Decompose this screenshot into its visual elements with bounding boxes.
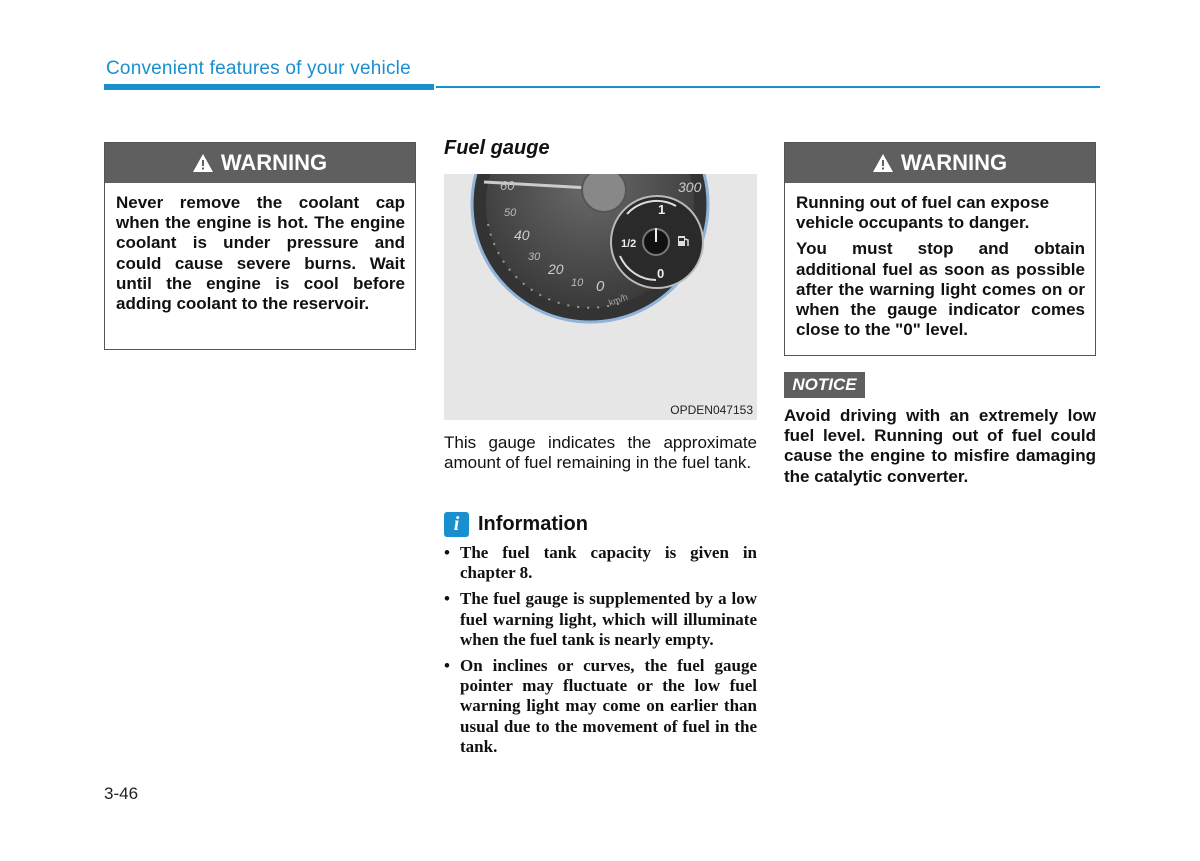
warning-header [785,143,1095,183]
coolant-warning-box [104,142,416,350]
list-item: • The fuel gauge is supplemented by a low fuel warning light, which will illuminate when the fuel tank is nearly empty. [444,589,757,650]
speed-label: 30 [528,251,541,263]
information-title: Information [478,513,588,535]
warning-body [785,183,1095,352]
fuel-gauge-description: This gauge indicates the approximate amount of fuel remaining in the fuel tank. [444,433,757,473]
section-header-title: Convenient features of your vehicle [106,58,411,79]
page-number: 3-46 [104,784,139,803]
speed-label: 0 [596,278,605,295]
fuel-warning-box [784,142,1096,356]
warning-paragraph: You must stop and obtain additional fuel as soon as possible after the warning light comes on or when the gauge indicator comes close to the "0" level. [796,239,1085,340]
information-list [444,543,757,763]
warning-heading: WARNING [900,150,1008,175]
warning-triangle-icon [873,154,893,172]
list-item: • On inclines or curves, the fuel gauge pointer may fluctuate or the low fuel warning light may come on earlier than usual due to the movement of fuel in the tank. [444,656,757,757]
fuel-label-half: 1/2 [621,238,637,250]
header-rule-thin [436,86,1100,88]
warning-header [105,143,415,183]
speed-label: 300 [678,179,702,195]
warning-paragraph: Running out of fuel can expose vehicle occupants to danger. [796,193,1050,233]
speed-label: 50 [504,207,517,219]
fuel-label-full: 1 [658,202,666,217]
gauge-drawing [444,174,757,420]
fuel-gauge-illustration [444,174,757,420]
information-header [444,512,588,537]
fuel-label-empty: 0 [657,266,665,281]
speed-label: 40 [514,227,530,243]
warning-triangle-icon [193,154,213,172]
notice-badge: NOTICE [784,372,865,398]
warning-body [105,183,415,326]
unit-label: km/h [607,291,630,308]
speed-label: 10 [571,277,584,289]
figure-code: OPDEN047153 [670,403,753,417]
info-icon: i [444,512,469,537]
notice-text: Avoid driving with an extremely low fuel level. Running out of fuel could cause the engine to misfire damaging the catalytic converter. [784,406,1096,486]
warning-paragraph: Never remove the coolant cap when the engine is hot. The engine coolant is under pressure and could cause severe burns. Wait until the engine is cool before adding coolant to the reservoir. [116,193,405,314]
fuel-gauge-title: Fuel gauge [444,137,550,159]
warning-heading: WARNING [220,150,328,175]
needle-hub [582,174,626,212]
speed-label: 20 [548,261,564,277]
speed-label: 60 [500,178,515,193]
header-rule-thick [104,84,434,90]
list-item: • The fuel tank capacity is given in chapter 8. [444,543,757,583]
